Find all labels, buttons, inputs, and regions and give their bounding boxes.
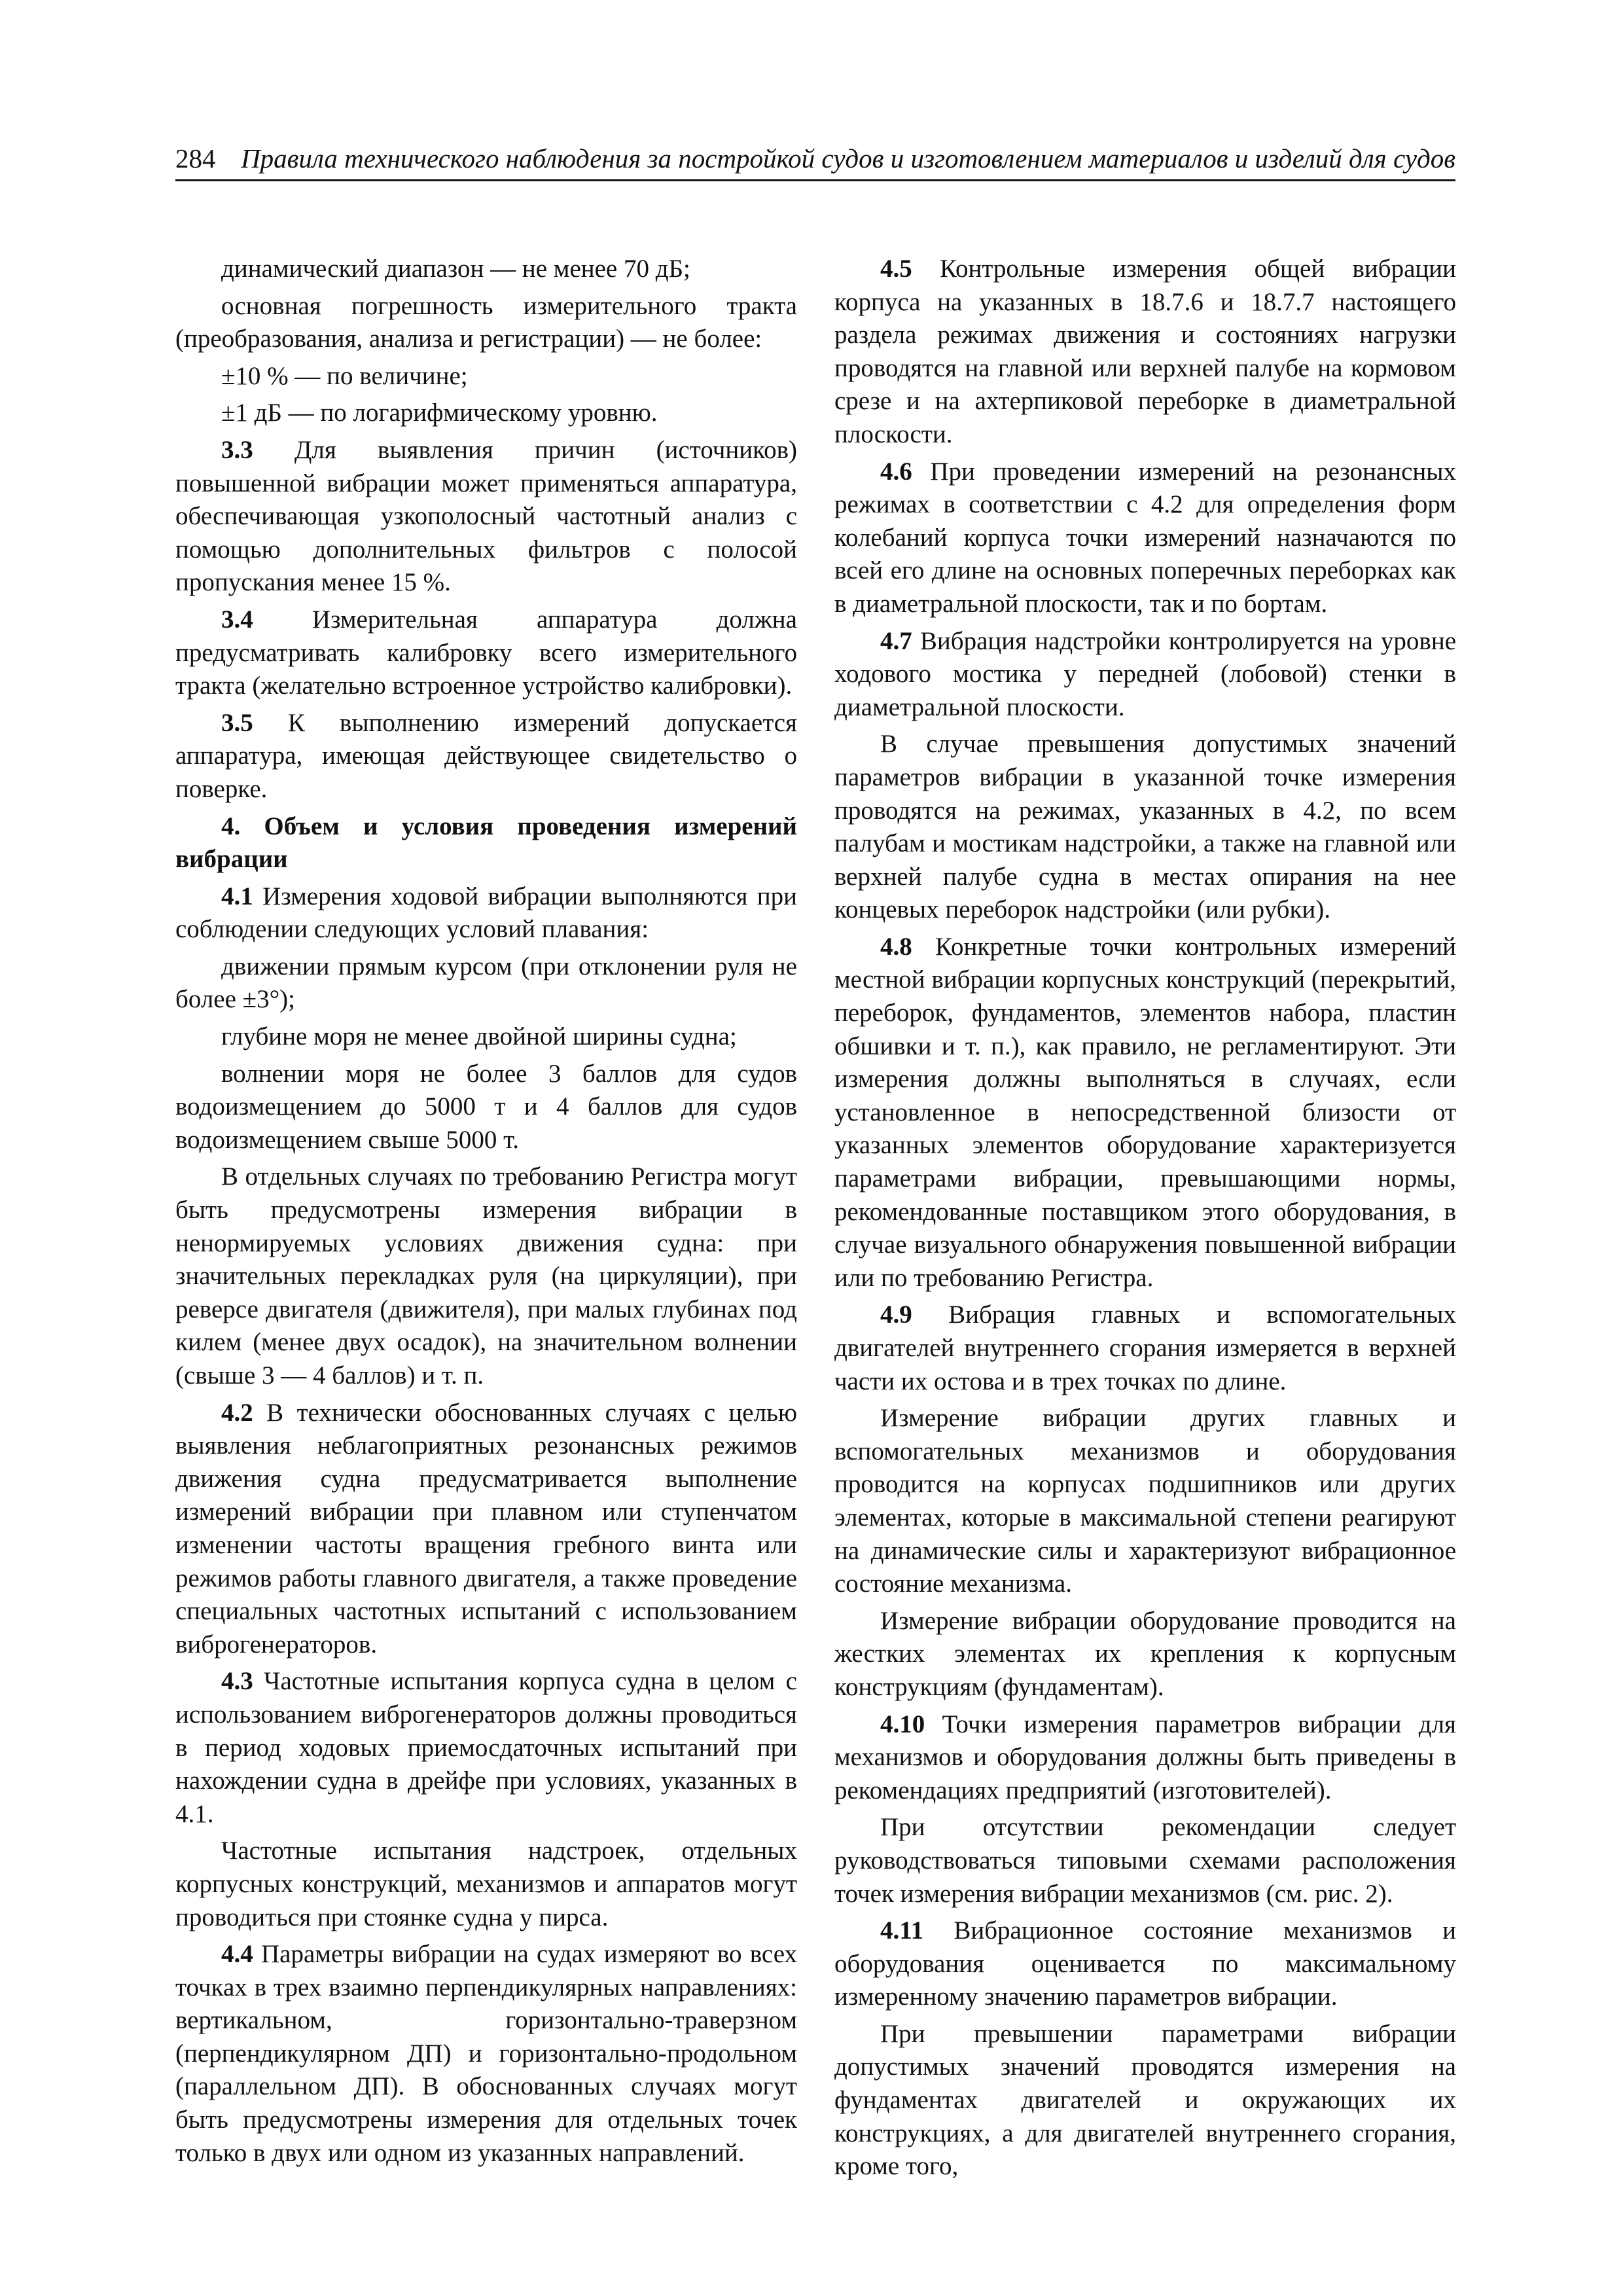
clause-number: 4.9: [880, 1300, 912, 1329]
paragraph-text: Вибрация надстройки контролируется на уровне ходового мостика у передней (лобовой) стенки в диаметральной плоскости.: [834, 626, 1456, 721]
paragraph: [834, 1708, 1456, 1808]
paragraph: [175, 1058, 797, 1157]
paragraph-text: В отдельных случаях по требованию Регистра могут быть предусмотрены измерения вибрации в ненормируемых условиях движения судна: при значительных перекладках руля (на циркуляции), при реверсе двигателя (движителя), при малых глубинах под килем (менее двух осадок), на значительном волнении (свыше 3 — 4 баллов) и т. п.: [175, 1162, 797, 1390]
paragraph: [834, 253, 1456, 452]
paragraph: [834, 1402, 1456, 1601]
paragraph-text: движении прямым курсом (при отклонении руля не более ±3°);: [175, 952, 797, 1014]
clause-number: 4.7: [880, 626, 912, 655]
paragraph-text: Измерение вибрации оборудование проводится на жестких элементах их крепления к корпусным конструкциям (фундаментам).: [834, 1606, 1456, 1701]
paragraph-text: Частотные испытания надстроек, отдельных корпусных конструкций, механизмов и аппаратов могут проводиться при стоянке судна у пирса.: [175, 1837, 797, 1931]
paragraph-text: волнении моря не более 3 баллов для судов водоизмещением до 5000 т и 4 баллов для судов водоизмещением свыше 5000 т.: [175, 1059, 797, 1154]
paragraph: [175, 1160, 797, 1392]
paragraph: [175, 360, 797, 393]
clause-number: 4.4: [221, 1940, 253, 1969]
paragraph-text: глубине моря не менее двойной ширины судна;: [221, 1022, 737, 1051]
paragraph: [175, 880, 797, 946]
paragraph: [175, 1397, 797, 1662]
paragraph-text: Измерение вибрации других главных и вспомогательных механизмов и оборудования проводится на корпусах подшипников или других элементах, которые в максимальной степени реагируют на динамические силы и характеризуют вибрационное состояние механизма.: [834, 1404, 1456, 1598]
paragraph-text: Конкретные точки контрольных измерений местной вибрации корпусных конструкций (перекрытий, переборок, фундаментов, элементов набора, пластин обшивки и т. п.), как правило, не регламентируют. Эти измерения должны выполняться в случаях, если установленное в непосредственной близости от указанных элементов оборудование характеризуется параметрами вибрации, превышающими нормы, рекомендованные поставщиком этого оборудования, в случае визуального обнаружения повышенной вибрации или по требованию Регистра.: [834, 932, 1456, 1292]
clause-number: 3.5: [221, 708, 253, 737]
paragraph-text: динамический диапазон — не менее 70 дБ;: [221, 255, 690, 283]
paragraph: [834, 2018, 1456, 2183]
clause-number: 3.4: [221, 605, 253, 634]
clause-number: 4.6: [880, 457, 912, 486]
paragraph: [175, 950, 797, 1016]
page-number: 284: [175, 143, 216, 173]
left-text-column: [175, 253, 797, 2174]
paragraph: [834, 931, 1456, 1295]
running-title: Правила технического наблюдения за постройкой судов и изготовлением материалов и изделий для судов: [241, 143, 1455, 173]
paragraph: [834, 1914, 1456, 2014]
paragraph-text: Частотные испытания корпуса судна в целом с использованием виброгенераторов должны проводиться в период ходовых приемосдаточных испытаний при нахождении судна в дрейфе при условиях, указанных в 4.1.: [175, 1667, 797, 1828]
paragraph-text: ±10 % — по величине;: [221, 361, 468, 390]
paragraph-text: 4. Объем и условия проведения измерений вибрации: [175, 812, 797, 874]
paragraph-text: ±1 дБ — по логарифмическому уровню.: [221, 399, 658, 427]
paragraph-text: При проведении измерений на резонансных режимах в соответствии с 4.2 для определения форм колебаний корпуса точки измерений назначаются по всей его длине на основных поперечных переборках как в диаметральной плоскости, так и по бортам.: [834, 457, 1456, 618]
paragraph: [175, 434, 797, 600]
clause-number: 4.8: [880, 932, 912, 961]
paragraph: [175, 603, 797, 703]
paragraph: [175, 707, 797, 806]
paragraph: [175, 253, 797, 286]
paragraph: [175, 1665, 797, 1831]
paragraph-text: Измерительная аппаратура должна предусматривать калибровку всего измерительного тракта (желательно встроенное устройство калибровки).: [175, 605, 797, 700]
paragraph: [834, 728, 1456, 927]
paragraph-text: В технически обоснованных случаях с целью выявления неблагоприятных резонансных режимов движения судна предусматривается выполнение измерений вибрации при плавном или ступенчатом изменении частоты вращения гребного винта или режимов работы главного двигателя, а также проведение специальных частотных испытаний с использованием виброгенераторов.: [175, 1398, 797, 1659]
right-text-column: [834, 253, 1456, 2187]
clause-number: 4.11: [880, 1916, 924, 1945]
paragraph-text: Вибрация главных и вспомогательных двигателей внутреннего сгорания измеряется в верхней части их остова и в трех точках по длине.: [834, 1300, 1456, 1395]
paragraph: [834, 625, 1456, 725]
paragraph-text: В случае превышения допустимых значений параметров вибрации в указанной точке измерения проводятся на режимах, указанных в 4.2, по всем палубам и мостикам надстройки, а также на главной или верхней палубе судна в местах опирания на нее концевых переборок надстройки (или рубки).: [834, 730, 1456, 924]
paragraph-text: Параметры вибрации на судах измеряют во всех точках в трех взаимно перпендикулярных направлениях: вертикальном, горизонтально-траверзном (перпендикулярном ДП) и горизонтально-продольном (параллельном ДП). В обоснованных случаях могут быть предусмотрены измерения для отдельных точек только в двух или одном из указанных направлений.: [175, 1940, 797, 2167]
paragraph-text: Измерения ходовой вибрации выполняются при соблюдении следующих условий плавания:: [175, 882, 797, 944]
clause-number: 4.5: [880, 255, 912, 283]
clause-number: 4.3: [221, 1667, 253, 1696]
paragraph-text: При отсутствии рекомендации следует руководствоваться типовыми схемами расположения точек измерения вибрации механизмов (см. рис. 2).: [834, 1813, 1456, 1908]
paragraph-text: К выполнению измерений допускается аппаратура, имеющая действующее свидетельство о поверке.: [175, 708, 797, 803]
paragraph-text: При превышении параметрами вибрации допустимых значений проводятся измерения на фундаментах двигателей и окружающих их конструкциях, а для двигателей внутреннего сгорания, кроме того,: [834, 2019, 1456, 2181]
paragraph: [834, 1811, 1456, 1910]
paragraph: [175, 1020, 797, 1054]
clause-number: 3.3: [221, 435, 253, 464]
paragraph: [175, 1835, 797, 1934]
section-heading: [175, 810, 797, 876]
paragraph: [834, 1299, 1456, 1398]
paragraph-text: Контрольные измерения общей вибрации корпуса на указанных в 18.7.6 и 18.7.7 настоящего раздела режимах движения и состояниях нагрузки проводятся на главной или верхней палубе на кормовом срезе и на ахтерпиковой переборке в диаметральной плоскости.: [834, 255, 1456, 448]
paragraph-text: Для выявления причин (источников) повышенной вибрации может применяться аппаратура, обеспечивающая узкополосный частотный анализ с помощью дополнительных фильтров с полосой пропускания менее 15 %.: [175, 435, 797, 597]
clause-number: 4.1: [221, 882, 253, 910]
clause-number: 4.2: [221, 1398, 253, 1427]
paragraph: [175, 397, 797, 430]
paragraph: [834, 456, 1456, 621]
clause-number: 4.10: [880, 1710, 925, 1738]
paragraph-text: Точки измерения параметров вибрации для механизмов и оборудования должны быть приведены в рекомендациях предприятий (изготовителей).: [834, 1710, 1456, 1804]
paragraph: [175, 1938, 797, 2170]
paragraph: [175, 290, 797, 356]
paragraph-text: основная погрешность измерительного тракта (преобразования, анализа и регистрации) — не более:: [175, 291, 797, 353]
paragraph: [834, 1605, 1456, 1704]
paragraph-text: Вибрационное состояние механизмов и оборудования оценивается по максимальному измеренному значению параметров вибрации.: [834, 1916, 1456, 2011]
page-header: [175, 143, 1455, 181]
